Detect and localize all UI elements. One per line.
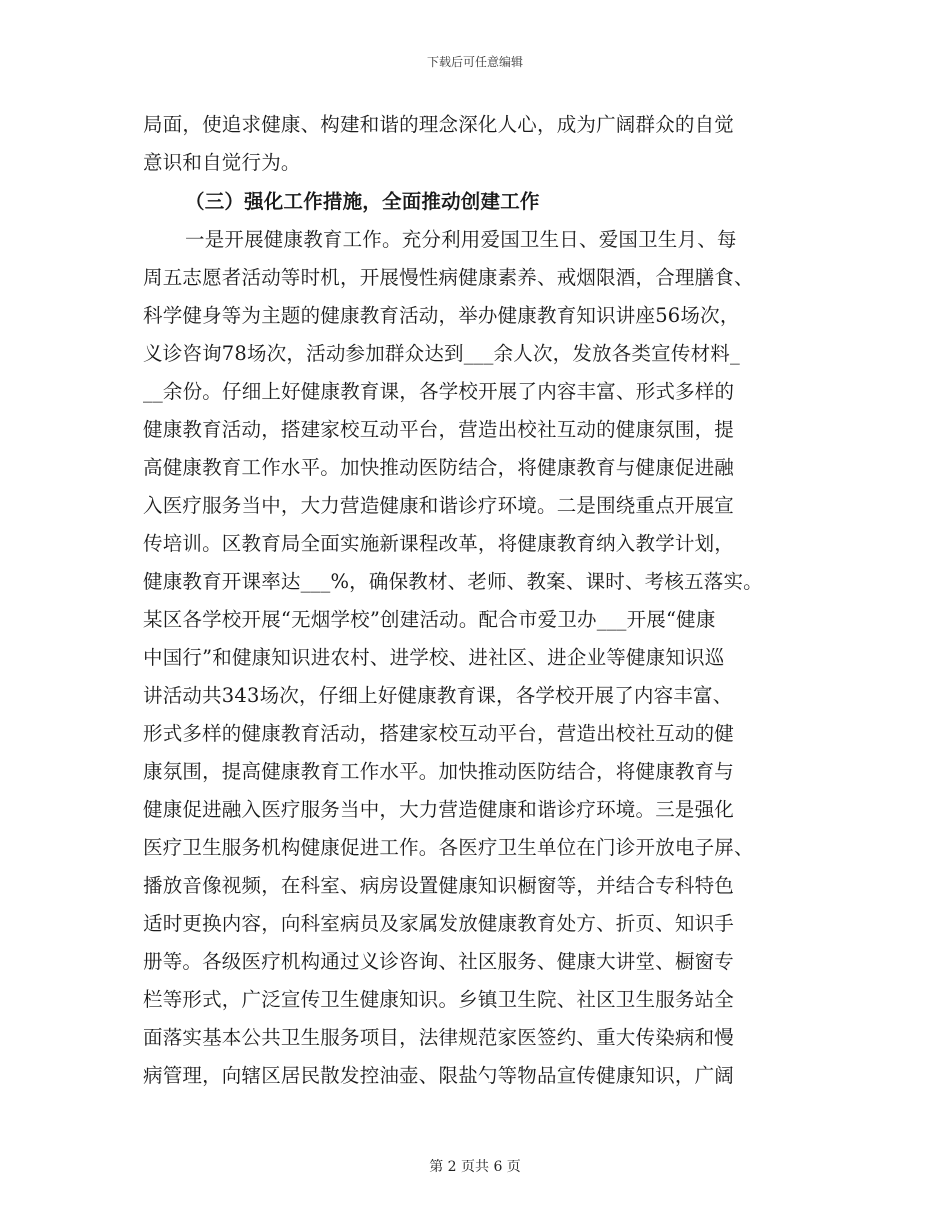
- body-line: 面落实基本公共卫生服务项目，法律规范家医签约、重大传染病和慢: [143, 1026, 735, 1049]
- body-line: 局面，使追求健康、构建和谐的理念深化人心，成为广阔群众的自觉: [143, 113, 735, 136]
- body-line: 周五志愿者活动等时机，开展慢性病健康素养、戒烟限酒，合理膳食、: [143, 266, 754, 289]
- body-line: 科学健身等为主题的健康教育活动，举办健康教育知识讲座56场次，: [143, 304, 740, 327]
- body-line: __余份。仔细上好健康教育课，各学校开展了内容丰富、形式多样的: [143, 380, 735, 403]
- body-line: 医疗卫生服务机构健康促进工作。各医疗卫生单位在门诊开放电子屏、: [143, 836, 754, 859]
- body-line: 一是开展健康教育工作。充分利用爱国卫生日、爱国卫生月、每: [185, 228, 737, 251]
- page-number-footer: 第 2 页共 6 页: [429, 1159, 521, 1175]
- section-heading: （三）强化工作措施，全面推动创建工作: [185, 190, 540, 213]
- body-line: 健康促进融入医疗服务当中，大力营造健康和谐诊疗环境。三是强化: [143, 798, 735, 821]
- body-line: 入医疗服务当中，大力营造健康和谐诊疗环境。二是围绕重点开展宣: [143, 494, 735, 517]
- body-line: 意识和自觉行为。: [143, 151, 301, 174]
- body-line: 中国行”和健康知识进农村、进学校、进社区、进企业等健康知识巡: [143, 646, 725, 669]
- body-line: 病管理，向辖区居民散发控油壶、限盐勺等物品宣传健康知识，广阔: [143, 1064, 735, 1087]
- body-line: 形式多样的健康教育活动，搭建家校互动平台，营造出校社互动的健: [143, 722, 735, 745]
- body-line: 义诊咨询78场次，活动参加群众达到___余人次，发放各类宣传材料_: [143, 342, 740, 365]
- body-line: 健康教育开课率达___%，确保教材、老师、教案、课时、考核五落实。: [143, 570, 763, 593]
- body-line: 高健康教育工作水平。加快推动医防结合，将健康教育与健康促进融: [143, 456, 735, 479]
- body-line: 册等。各级医疗机构通过义诊咨询、社区服务、健康大讲堂、橱窗专: [143, 950, 735, 973]
- body-line: 传培训。区教育局全面实施新课程改革，将健康教育纳入教学计划，: [143, 532, 735, 555]
- body-line: 播放音像视频，在科室、病房设置健康知识橱窗等，并结合专科特色: [143, 874, 735, 897]
- body-line: 适时更换内容，向科室病员及家属发放健康教育处方、折页、知识手: [143, 912, 735, 935]
- body-line: 康氛围，提高健康教育工作水平。加快推动医防结合，将健康教育与: [143, 760, 735, 783]
- body-line: 健康教育活动，搭建家校互动平台，营造出校社互动的健康氛围，提: [143, 418, 735, 441]
- body-line: 讲活动共343场次，仔细上好健康教育课，各学校开展了内容丰富、: [143, 684, 733, 707]
- body-line: 某区各学校开展“无烟学校”创建活动。配合市爱卫办___开展“健康: [143, 608, 716, 631]
- page-header: 下载后可任意编辑: [426, 55, 523, 69]
- body-line: 栏等形式，广泛宣传卫生健康知识。乡镇卫生院、社区卫生服务站全: [143, 988, 735, 1011]
